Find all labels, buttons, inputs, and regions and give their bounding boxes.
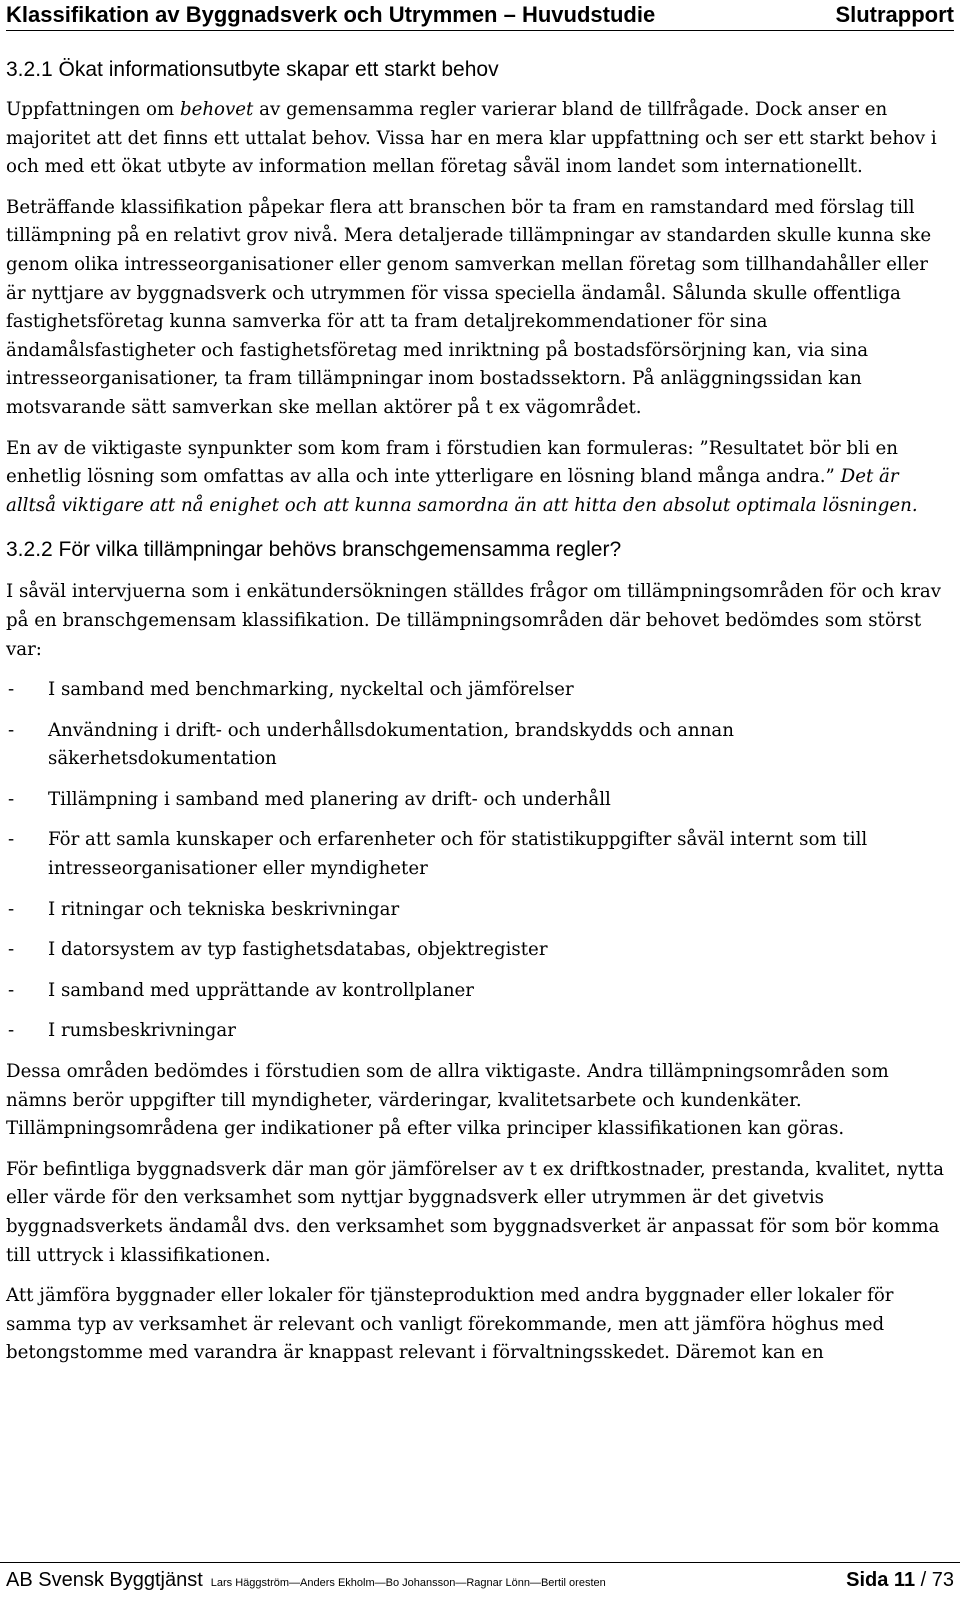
section-heading-3-2-1: 3.2.1 Ökat informationsutbyte skapar ett starkt behov bbox=[6, 58, 499, 81]
paragraph-jamfora: Att jämföra byggnader eller lokaler för tjänsteproduktion med andra byggnader eller lokaler för samma typ av verksamhet är relevant och vanligt förekommande, men att jämföra höghus med betongstomme med varandra är knappast relevant i förvaltningsskedet. Däremot kan en bbox=[6, 1285, 894, 1364]
page-number: Sida 11 / 73 bbox=[846, 1569, 954, 1591]
paragraph-behov bbox=[6, 96, 950, 182]
list-item: - I samband med upprättande av kontrollplaner bbox=[8, 979, 474, 1001]
list-item: - I datorsystem av typ fastighetsdatabas, objektregister bbox=[8, 939, 548, 961]
report-type: Slutrapport bbox=[835, 2, 954, 27]
list-item: - I ritningar och tekniska beskrivningar bbox=[8, 898, 400, 920]
list-item: - I samband med benchmarking, nyckeltal och jämförelser bbox=[8, 679, 574, 701]
emphasis-text: behovet bbox=[179, 99, 254, 120]
list-item: - Användning i drift- och underhållsdokumentation, brandskydds och annan säkerhetsdokumentation bbox=[8, 719, 734, 770]
paragraph-synpunkter bbox=[6, 435, 950, 521]
paragraph-text: Uppfattningen om bbox=[6, 99, 180, 120]
paragraph-text: av gemensamma regler varierar bland de tillfrågade. Dock anser en majoritet att det finns ett uttalat behov. Vissa har en mera klar uppfattning och ser ett starkt behov i och med ett ökat utbyte av information mellan företag såväl inom landet som internationellt. bbox=[6, 99, 937, 178]
paragraph-intro: I såväl intervjuerna som i enkätundersökningen ställdes frågor om tillämpningsområden för och krav på en branschgemensam klassifikation. De tillämpningsområden där behovet bedömdes som störst var: bbox=[6, 581, 942, 660]
application-areas-list bbox=[6, 676, 950, 1046]
list-item: - För att samla kunskaper och erfarenheter och för statistikuppgifter såväl internt som till intresseorganisationer eller myndigheter bbox=[8, 829, 868, 880]
section-heading-3-2-2: 3.2.2 För vilka tillämpningar behövs branschgemensamma regler? bbox=[6, 538, 622, 562]
list-item: - Tillämpning i samband med planering av drift- och underhåll bbox=[8, 788, 611, 810]
author-list: Lars Häggström—Anders Ekholm—Bo Johansson—Ragnar Lönn—Bertil oresten bbox=[210, 1577, 606, 1589]
page-header bbox=[6, 0, 954, 31]
company-name: AB Svensk Byggtjänst bbox=[6, 1569, 203, 1591]
list-item: - I rumsbeskrivningar bbox=[8, 1020, 236, 1042]
document-title: Klassifikation av Byggnadsverk och Utrymmen – Huvudstudie bbox=[6, 2, 656, 27]
paragraph-befintliga: För befintliga byggnadsverk där man gör jämförelser av t ex driftkostnader, prestanda, kvalitet, nytta eller värde för den verksamhet som nyttjar byggnadsverk eller utrymmen är det givetvis byggnadsverkets ändamål dvs. den verksamhet som byggnadsverket är anpassat för som bör komma till uttryck i klassifikationen. bbox=[6, 1158, 944, 1266]
paragraph-text: En av de viktigaste synpunkter som kom fram i förstudien kan formuleras: ”Resultatet bör bli en enhetlig lösning som omfattas av alla och inte ytterligare en lösning bland många andra.” bbox=[6, 437, 898, 488]
paragraph-klassifikation: Beträffande klassifikation påpekar flera att branschen bör ta fram en ramstandard med förslag till tillämpning på en relativt grov nivå. Mera detaljerade tillämpningar av standarden skulle kunna ske genom olika intresseorganisationer eller genom samverkan mellan företag som tillhandahåller eller är nyttjare av byggnadsverk och utrymmen för vissa speciella ändamål. Sålunda skulle offentliga fastighetsföretag kunna samverka för att ta fram detaljrekommendationer för sina ändamålsfastigheter och fastighetsföretag med inriktning på bostadsförsörjning kan, via sina intresseorganisationer, ta fram tillämpningar inom bostadssektorn. På anläggningssidan kan motsvarande sätt samverkan ske mellan aktörer på t ex vägområdet. bbox=[6, 196, 932, 418]
paragraph-viktigaste: Dessa områden bedömdes i förstudien som de allra viktigaste. Andra tillämpningsområden som nämns berör uppgifter till myndigheter, värderingar, kvalitetsarbete och kundenkäter. Tillämpningsområdena ger indikationer på efter vilka principer klassifikationen kan göras. bbox=[6, 1061, 889, 1140]
page-footer bbox=[0, 1562, 960, 1598]
page-content bbox=[6, 56, 950, 1368]
emphasis-text: Det är alltså viktigare att nå enighet och att kunna samordna än att hitta den absolut optimala lösningen. bbox=[6, 466, 918, 516]
